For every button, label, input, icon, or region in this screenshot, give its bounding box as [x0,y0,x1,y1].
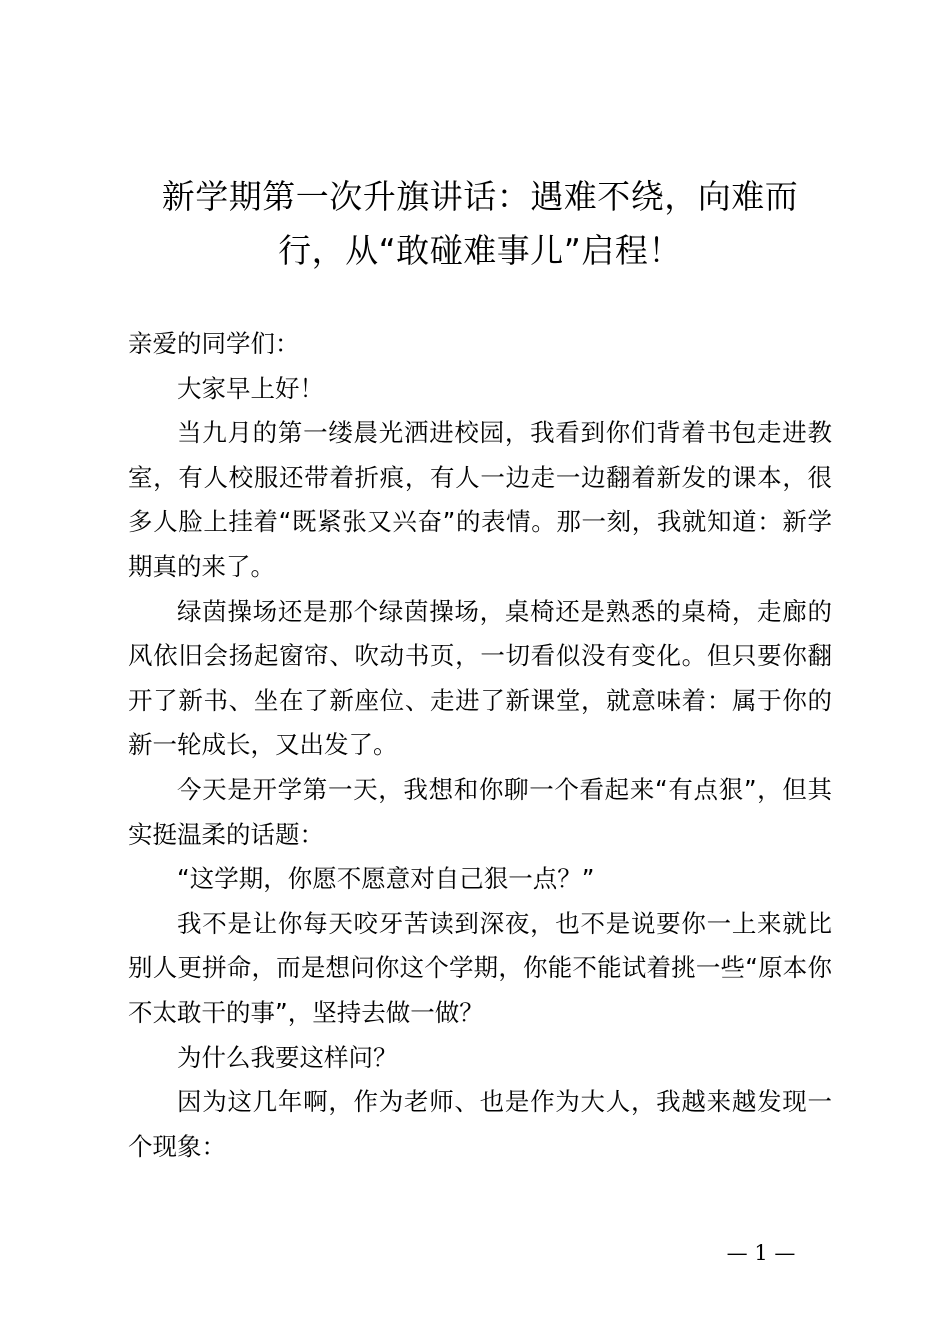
page-number: — 1 — [726,1241,796,1265]
paragraph-greeting: 大家早上好！ [177,373,324,403]
paragraph-4: 我不是让你每天咬牙苦读到深夜，也不是说要你一上来就比别人更拼命，而是想问你这个学期，你能不能试着挑一些“原本你不太敢干的事”，坚持去做一做？ [128,908,832,1027]
salutation: 亲爱的同学们： [128,329,300,358]
document-body [128,322,832,1169]
title-line-1: 新学期第一次升旗讲话：遇难不绕，向难而 [161,177,799,216]
paragraph-why: 为什么我要这样问？ [177,1042,398,1072]
title-line-2: 行，从“敢碰难事儿”启程！ [278,231,682,270]
paragraph-2: 绿茵操场还是那个绿茵操场，桌椅还是熟悉的桌椅，走廊的风依旧会扬起窗帘、吹动书页，一切看似没有变化。但只要你翻开了新书、坐在了新座位、走进了新课堂，就意味着：属于你的新一轮成长，又出发了。 [128,596,832,760]
paragraph-3: 今天是开学第一天，我想和你聊一个看起来“有点狠”，但其实挺温柔的话题： [128,774,832,849]
paragraph-1: 当九月的第一缕晨光洒进校园，我看到你们背着书包走进教室，有人校服还带着折痕，有人一边走一边翻着新发的课本，很多人脸上挂着“既紧张又兴奋”的表情。那一刻，我就知道：新学期真的来了。 [128,418,832,581]
paragraph-question: “这学期，你愿不愿意对自己狠一点？” [177,864,595,894]
paragraph-5: 因为这几年啊，作为老师、也是作为大人，我越来越发现一个现象： [128,1087,832,1161]
document-title [128,170,832,278]
